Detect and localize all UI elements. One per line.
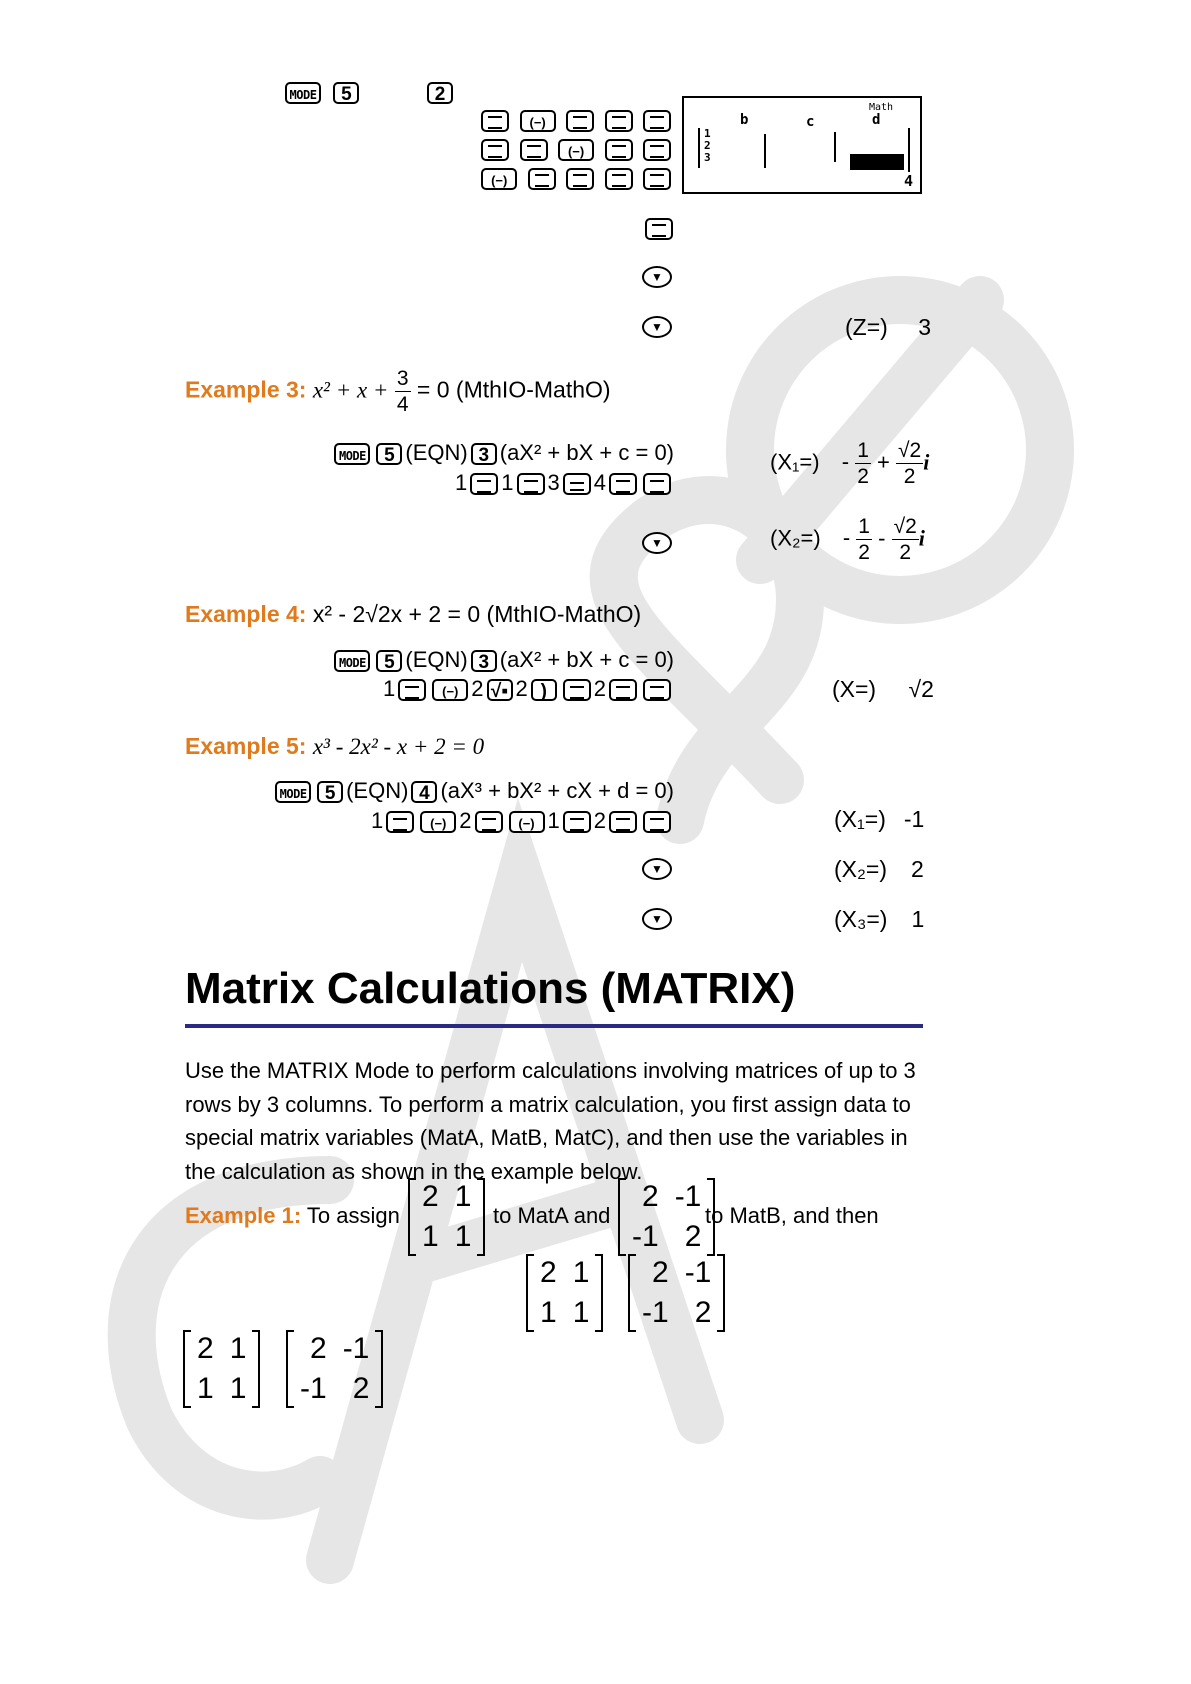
equals-key[interactable] — [609, 811, 637, 833]
down-arrow-key[interactable]: ▼ — [642, 908, 672, 930]
equals-key[interactable] — [566, 110, 594, 132]
equals-key[interactable] — [643, 139, 671, 161]
matrix-a-third: 2 1 1 1 — [183, 1330, 260, 1408]
equals-key[interactable] — [386, 811, 414, 833]
equals-key[interactable] — [643, 473, 671, 495]
section-rule — [185, 1024, 923, 1028]
section-title: Matrix Calculations (MATRIX) — [185, 964, 796, 1013]
lcd-cursor-block — [850, 154, 904, 170]
equals-key[interactable] — [643, 811, 671, 833]
example3-x1: (X₁=) - $\frac{1}{2}$ + $\frac{√2}{2}$ i — [770, 439, 930, 488]
lcd-bottom-value: 4 — [904, 172, 914, 190]
lcd-col-d: d — [872, 112, 881, 128]
equals-key[interactable] — [563, 679, 591, 701]
equals-key[interactable] — [643, 679, 671, 701]
section-paragraph: Use the MATRIX Mode to perform calculations involving matrices of up to 3 rows by 3 columns. To perform a matrix calculation, you first assign data to special matrix variables (MatA, MatB, MatC), and then use the variables in the calculation as shown in the example below. — [185, 1058, 916, 1184]
equals-key[interactable] — [475, 811, 503, 833]
example3-x2: (X₂=) - $\frac{1}{2}$ - $\frac{√2}{2}$ i — [770, 515, 925, 564]
equals-key[interactable] — [643, 168, 671, 190]
down-arrow-key[interactable]: ▼ — [642, 266, 672, 288]
matrix-a: 2 1 1 1 — [408, 1178, 485, 1256]
mode-key[interactable]: MODE — [334, 650, 370, 672]
negative-key[interactable]: (−) — [509, 811, 545, 833]
example5-x3: (X₃=) 1 — [834, 906, 925, 932]
sqrt-key[interactable]: √▪ — [487, 679, 513, 701]
lcd-col-c: c — [806, 114, 815, 130]
five-key[interactable]: 5 — [317, 781, 343, 803]
five-key[interactable]: 5 — [376, 443, 402, 465]
coefficient-key-grid — [448, 110, 674, 197]
equals-key[interactable] — [563, 811, 591, 833]
equals-key[interactable] — [605, 110, 633, 132]
matrix-b: 2 -1 -1 2 — [618, 1178, 715, 1256]
matrix-example-text3: to MatB, and then — [705, 1203, 879, 1228]
example5-x2: (X₂=) 2 — [834, 856, 924, 882]
fraction: $\frac{3}{4}$ — [396, 367, 409, 416]
equals-key[interactable] — [605, 168, 633, 190]
example3-heading: Example 3: x² + x + $\frac{3}{4}$ = 0 (MthIO-MathO) — [185, 367, 611, 416]
matrix-example-text2: to MatA and — [493, 1203, 611, 1228]
negative-key[interactable]: (−) — [558, 139, 594, 161]
equals-key[interactable] — [398, 679, 426, 701]
lcd-row-labels: 1 2 3 — [704, 127, 711, 164]
equals-key[interactable] — [528, 168, 556, 190]
matrix-a-second: 2 1 1 1 — [526, 1254, 603, 1332]
example3-keys-row1: MODE 5 (EQN) 3 (aX² + bX + c = 0) — [331, 440, 674, 466]
lcd-col-line — [764, 134, 766, 168]
example5-keys-row1: MODE 5 (EQN) 4 (aX³ + bX² + cX + d = 0) — [272, 778, 674, 804]
negative-key[interactable]: (−) — [520, 110, 556, 132]
equals-key[interactable] — [517, 473, 545, 495]
example4-keys-row1: MODE 5 (EQN) 3 (aX² + bX + c = 0) — [331, 647, 674, 673]
mode-key[interactable]: MODE — [285, 82, 321, 104]
equals-key[interactable] — [643, 110, 671, 132]
example5-label: Example 5: — [185, 733, 307, 759]
lcd-col-b: b — [740, 112, 749, 128]
down-arrow-key[interactable]: ▼ — [642, 316, 672, 338]
calculator-lcd — [682, 96, 922, 194]
two-key[interactable]: 2 — [427, 82, 453, 104]
three-key[interactable]: 3 — [471, 443, 497, 465]
equals-key[interactable] — [609, 473, 637, 495]
equals-key[interactable] — [520, 139, 548, 161]
right-paren-key[interactable]: ) — [531, 679, 557, 701]
equals-key[interactable] — [605, 139, 633, 161]
example5-keys-row2: 1 (−) 2 (−) 1 2 — [371, 808, 674, 834]
example4-result: (X=) √2 — [832, 676, 934, 702]
math-indicator: Math — [869, 102, 894, 113]
top-keys — [282, 78, 362, 105]
example4-label: Example 4: — [185, 601, 307, 627]
fraction-key[interactable] — [563, 473, 591, 495]
negative-key[interactable]: (−) — [420, 811, 456, 833]
five-key[interactable]: 5 — [333, 82, 359, 104]
example3-keys-row2: 1 1 3 4 — [455, 470, 674, 496]
z-result-label: (Z=) — [845, 314, 888, 340]
lcd-col-line — [834, 132, 836, 162]
equals-key[interactable] — [481, 110, 509, 132]
lcd-right-bracket — [908, 128, 910, 172]
equals-key[interactable] — [481, 139, 509, 161]
five-key[interactable]: 5 — [376, 650, 402, 672]
four-key[interactable]: 4 — [411, 781, 437, 803]
matrix-example-label: Example 1: — [185, 1203, 302, 1228]
matrix-b-second: 2 -1 -1 2 — [628, 1254, 725, 1332]
down-arrow-key[interactable]: ▼ — [642, 858, 672, 880]
equals-key[interactable] — [645, 218, 673, 240]
equals-key[interactable] — [566, 168, 594, 190]
example5-heading: Example 5: x³ - 2x² - x + 2 = 0 — [185, 733, 485, 759]
mode-key[interactable]: MODE — [334, 443, 370, 465]
negative-key[interactable]: (−) — [481, 168, 517, 190]
equals-key[interactable] — [470, 473, 498, 495]
matrix-b-third: 2 -1 -1 2 — [286, 1330, 383, 1408]
z-result-value: 3 — [918, 314, 931, 340]
mode-key[interactable]: MODE — [275, 781, 311, 803]
down-arrow-key[interactable]: ▼ — [642, 532, 672, 554]
negative-key[interactable]: (−) — [432, 679, 468, 701]
example5-x1: (X₁=) -1 — [834, 806, 925, 832]
three-key[interactable]: 3 — [471, 650, 497, 672]
example4-heading: Example 4: x² - 2√2x + 2 = 0 (MthIO-MathO) — [185, 601, 642, 627]
lcd-left-bracket — [698, 128, 700, 168]
equals-key[interactable] — [609, 679, 637, 701]
example3-label: Example 3: — [185, 376, 307, 403]
example4-keys-row2: 1 (−) 2 √▪ 2 ) 2 — [383, 676, 674, 702]
matrix-example-label-line: Example 1: To assign — [185, 1203, 400, 1228]
